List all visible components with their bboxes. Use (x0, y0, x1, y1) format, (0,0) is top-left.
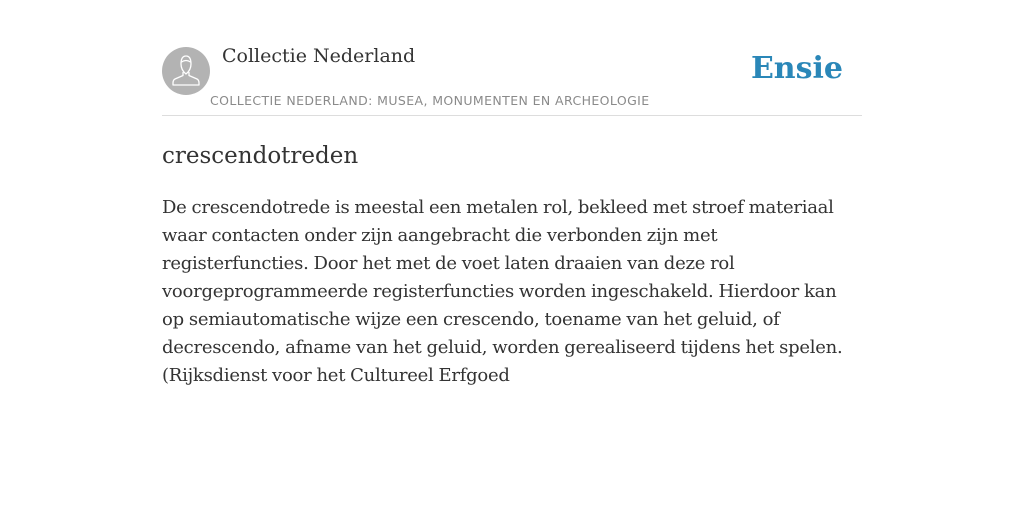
entry-header (162, 40, 862, 116)
avatar[interactable] (162, 47, 210, 95)
entry-term: crescendotreden (162, 143, 359, 169)
source-subtitle[interactable]: COLLECTIE NEDERLAND: MUSEA, MONUMENTEN EN ARCHEOLOGIE (210, 93, 650, 108)
user-silhouette-icon (162, 47, 210, 95)
entry-card (162, 40, 862, 386)
entry-definition: De crescendotrede is meestal een metalen rol, bekleed met stroef materiaal waar contacten onder zijn aangebracht die verbonden zijn met registerfuncties. Door het met de voet laten draaien van deze rol voorgeprogrammeerde registerfuncties worden ingeschakeld. Hierdoor kan op semiautomatische wijze een crescendo, toename van het geluid, of decrescendo, afname van het geluid, worden gerealiseerd tijdens het spelen. (Rijksdienst voor het Cultureel Erfgoed (162, 197, 843, 386)
author-name[interactable]: Collectie Nederland (222, 45, 416, 67)
brand-logo[interactable]: Ensie (750, 51, 843, 86)
